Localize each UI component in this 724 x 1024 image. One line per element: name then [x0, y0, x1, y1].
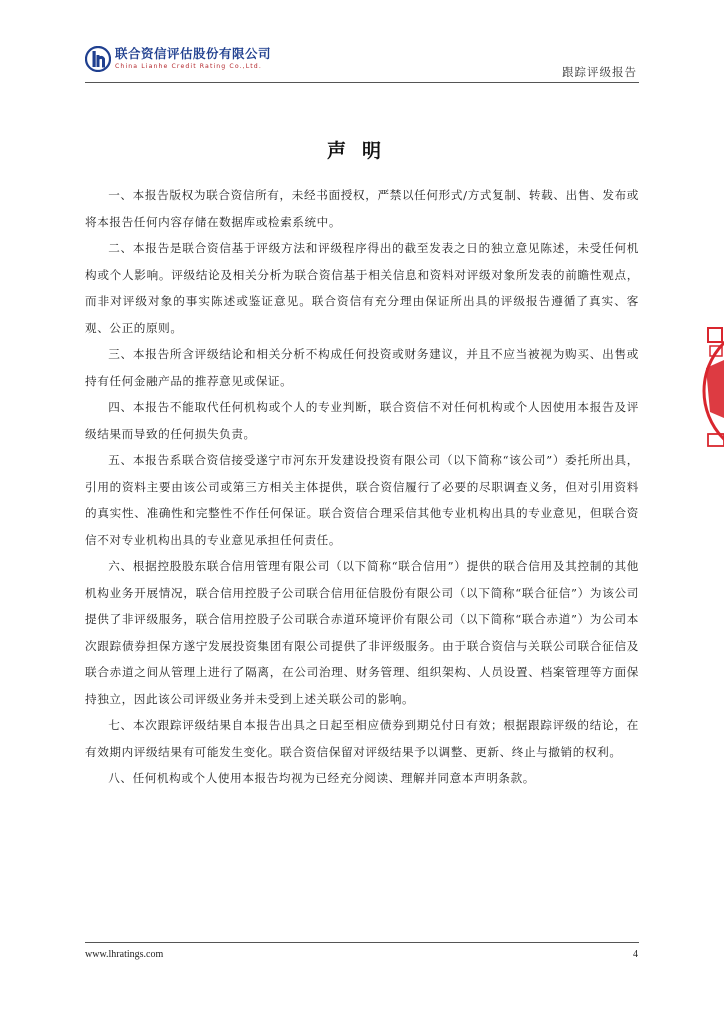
paragraph-7: 七、本次跟踪评级结果自本报告出具之日起至相应债券到期兑付日有效；根据跟踪评级的结论，在有效期内评级结果有可能发生变化。联合资信保留对评级结果予以调整、更新、终止与撤销的权利。 [85, 718, 639, 759]
paragraph-4: 四、本报告不能取代任何机构或个人的专业判断，联合资信不对任何机构或个人因使用本报告及评级结果而导致的任何损失负责。 [85, 400, 639, 441]
paragraph-3: 三、本报告所含评级结论和相关分析不构成任何投资或财务建议，并且不应当被视为购买、出售或持有任何金融产品的推荐意见或保证。 [85, 347, 639, 388]
footer-website-link[interactable]: www.lhratings.com [85, 949, 164, 960]
declaration-body [85, 182, 639, 792]
footer-divider [85, 942, 639, 943]
lianhe-logo-icon [85, 46, 111, 72]
report-type-label: 跟踪评级报告 [562, 65, 637, 79]
page-number: 4 [633, 949, 638, 960]
paragraph-1: 一、本报告版权为联合资信所有，未经书面授权，严禁以任何形式/方式复制、转载、出售、发布或将本报告任何内容存储在数据库或检索系统中。 [85, 188, 639, 229]
company-name-en: China Lianhe Credit Rating Co.,Ltd. [115, 63, 262, 70]
header-divider [85, 82, 639, 83]
page-title: 声明 [326, 140, 397, 162]
paragraph-8: 八、任何机构或个人使用本报告均视为已经充分阅读、理解并同意本声明条款。 [108, 771, 535, 785]
company-name-cn: 联合资信评估股份有限公司 [115, 46, 272, 61]
page-header [85, 40, 639, 82]
paragraph-2: 二、本报告是联合资信基于评级方法和评级程序得出的截至发表之日的独立意见陈述，未受任何机构或个人影响。评级结论及相关分析为联合资信基于相关信息和资料对评级对象所发表的前瞻性观点，而非对评级对象的事实陈述或鉴证意见。联合资信有充分理由保证所出具的评级报告遵循了真实、客观、公正的原则。 [85, 241, 639, 335]
paragraph-6: 六、根据控股股东联合信用管理有限公司（以下简称“联合信用”）提供的联合信用及其控制的其他机构业务开展情况，联合信用控股子公司联合信用征信股份有限公司（以下简称“联合征信”）为该公司提供了非评级服务，联合信用控股子公司联合赤道环境评价有限公司（以下简称“联合赤道”）为公司本次跟踪债券担保方遂宁发展投资集团有限公司提供了非评级服务。由于联合资信与关联公司联合征信及联合赤道之间从管理上进行了隔离，在公司治理、财务管理、组织架构、人员设置、档案管理等方面保持独立，因此该公司评级业务并未受到上述关联公司的影响。 [85, 559, 639, 706]
red-seal-stamp-icon [702, 316, 724, 466]
paragraph-5: 五、本报告系联合资信接受遂宁市河东开发建设投资有限公司（以下简称“该公司”）委托所出具，引用的资料主要由该公司或第三方相关主体提供，联合资信履行了必要的尽职调查义务，但对引用资料的真实性、准确性和完整性不作任何保证。联合资信合理采信其他专业机构出具的专业意见，但联合资信不对专业机构出具的专业意见承担任何责任。 [85, 453, 639, 547]
